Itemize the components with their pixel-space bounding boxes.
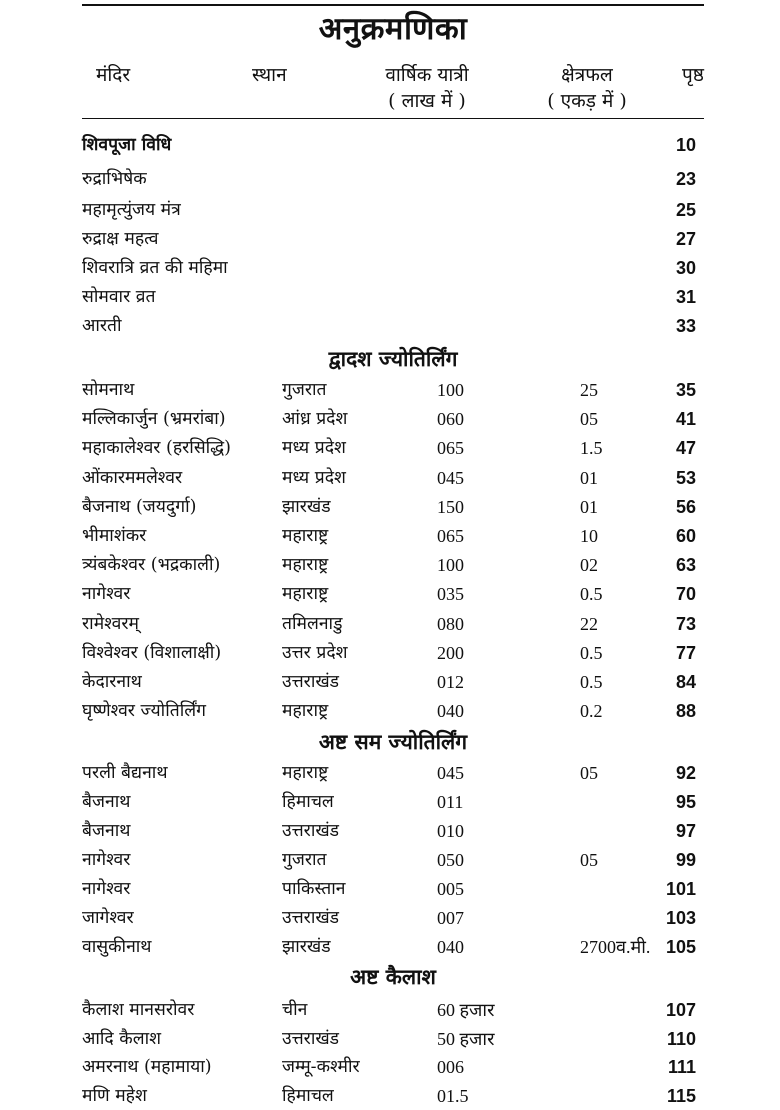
temple-name: नागेश्वर [82,584,131,605]
temple-name: सोमनाथ [82,380,135,400]
area-acres: 1.5 [580,438,603,459]
annual-visitors: 100 [437,555,464,576]
page-number: 105 [665,937,696,957]
temple-name: नागेश्वर [82,850,131,870]
temple-location: आंध्र प्रदेश [282,409,348,430]
entry-title: रुद्राक्ष महत्व [82,229,159,249]
page-number: 10 [675,135,696,155]
temple-name: जागेश्वर [82,908,134,928]
table-row [82,817,704,845]
table-row [82,846,704,874]
area-acres: 01 [580,467,598,488]
annual-visitors: 012 [437,672,464,692]
page-number: 84 [675,672,696,692]
area-acres: 25 [580,380,598,400]
page-number: 25 [675,200,696,220]
area-acres: 05 [580,850,598,870]
table-row [82,996,704,1024]
page-number: 70 [675,584,696,605]
temple-name: मल्लिकार्जुन (भ्रमरांबा) [82,409,226,430]
table-row [82,933,704,961]
page-number: 111 [667,1057,696,1077]
column-header-kshetra [522,62,652,114]
temple-location: झारखंड [282,937,331,957]
temple-name: अमरनाथ (महामाया) [82,1057,212,1077]
annual-visitors: 040 [437,937,464,957]
area-acres: 02 [580,555,598,576]
page-number: 60 [675,526,696,546]
temple-location: गुजरात [282,380,327,400]
page-number: 88 [675,701,696,722]
temple-name: घृष्णेश्वर ज्योतिर्लिंग [82,701,206,722]
entry-title: शिवपूजा विधि [82,135,172,155]
page-number: 63 [675,555,696,576]
annual-visitors: 011 [437,792,464,812]
temple-location: उत्तराखंड [282,1028,340,1049]
table-row [82,1053,704,1081]
table-row [82,904,704,932]
table-row [82,788,704,816]
annual-visitors: 60 हजार [437,1000,495,1020]
section-heading: द्वादश ज्योतिर्लिंग [328,346,458,371]
temple-location: महाराष्ट्र [282,763,329,783]
page-number: 73 [675,613,696,634]
table-row [82,376,704,404]
top-rule [82,4,704,6]
entry-title: आरती [82,316,122,336]
toc-row-intro [82,131,704,159]
toc-row-intro [82,254,704,282]
temple-name: ओंकारममलेश्वर [82,467,183,488]
header-rule [82,118,704,119]
table-row [82,697,704,725]
annual-visitors: 060 [437,409,464,430]
table-row [82,580,704,608]
table-row [82,551,704,579]
temple-name: विश्वेश्वर (विशालाक्षी) [82,642,222,663]
column-header-mandir: मंदिर [96,64,131,86]
temple-location: पाकिस्तान [282,879,346,899]
annual-visitors: 065 [437,526,464,546]
table-row [82,522,704,550]
column-header-prishth: पृष्ठ [682,64,704,86]
annual-visitors: 040 [437,701,464,722]
annual-visitors: 006 [437,1057,464,1077]
temple-location: झारखंड [282,496,331,517]
annual-visitors: 01.5 [437,1085,469,1106]
page-number: 97 [675,821,696,841]
temple-name: नागेश्वर [82,879,131,899]
toc-row-intro [82,165,704,193]
entry-title: शिवरात्रि व्रत की महिमा [82,258,228,278]
toc-row-intro [82,225,704,253]
temple-location: महाराष्ट्र [282,555,329,576]
entry-title: रुद्राभिषेक [82,169,147,189]
index-page [82,0,704,1108]
temple-location: हिमाचल [282,1085,334,1106]
temple-name: कैलाश मानसरोवर [82,1000,195,1020]
annual-visitors: 045 [437,763,464,783]
page-number: 110 [666,1028,696,1049]
page-number: 103 [665,908,696,928]
temple-name: परली बैद्यनाथ [82,763,168,783]
temple-location: उत्तराखंड [282,821,340,841]
page-number: 101 [665,879,696,899]
page-number: 31 [675,287,696,307]
table-row [82,668,704,696]
page-number: 107 [665,1000,696,1020]
page-number: 47 [675,438,696,459]
annual-visitors: 065 [437,438,464,459]
temple-name: त्र्यंबकेश्वर (भद्रकाली) [82,555,221,576]
toc-row-intro [82,196,704,224]
temple-name: मणि महेश [82,1085,147,1106]
temple-name: बैजनाथ [82,821,131,841]
temple-location: जम्मू-कश्मीर [282,1057,360,1077]
temple-location: चीन [282,1000,308,1020]
temple-location: महाराष्ट्र [282,701,329,722]
temple-name: भीमाशंकर [82,526,147,546]
annual-visitors: 045 [437,467,464,488]
page-number: 33 [675,316,696,336]
temple-name: केदारनाथ [82,672,142,692]
annual-visitors: 100 [437,380,464,400]
page-number: 27 [675,229,696,249]
toc-row-intro [82,283,704,311]
annual-visitors: 005 [437,879,464,899]
page-number: 115 [666,1085,696,1106]
table-row [82,1025,704,1053]
table-row [82,405,704,433]
column-header-kshetra-unit: ( एकड़ में ) [547,90,627,112]
temple-location: महाराष्ट्र [282,526,329,546]
annual-visitors: 50 हजार [437,1028,495,1049]
page-number: 35 [675,380,696,400]
table-row [82,639,704,667]
section-heading: अष्ट कैलाश [350,964,436,989]
page-number: 56 [675,496,696,517]
temple-location: गुजरात [282,850,327,870]
area-acres: 0.5 [580,584,603,605]
table-row [82,434,704,462]
temple-location: मध्य प्रदेश [282,438,346,459]
annual-visitors: 010 [437,821,464,841]
annual-visitors: 150 [437,496,464,517]
column-header-yatri [352,62,502,114]
page-number: 41 [675,409,696,430]
section-heading: अष्ट सम ज्योतिर्लिंग [318,729,468,754]
area-acres: 05 [580,409,598,430]
area-acres: 01 [580,496,598,517]
page-number: 77 [675,642,696,663]
page-number: 99 [675,850,696,870]
temple-location: हिमाचल [282,792,334,812]
annual-visitors: 035 [437,584,464,605]
area-acres: 22 [580,613,598,634]
area-acres: 10 [580,526,598,546]
area-acres: 05 [580,763,598,783]
temple-location: मध्य प्रदेश [282,467,346,488]
page-number: 53 [675,467,696,488]
column-header-sthan: स्थान [252,64,287,86]
temple-name: आदि कैलाश [82,1028,162,1049]
annual-visitors: 007 [437,908,464,928]
entry-title: सोमवार व्रत [82,287,156,307]
table-row [82,493,704,521]
area-acres: 2700व.मी. [580,937,651,957]
annual-visitors: 080 [437,613,464,634]
table-row [82,610,704,638]
temple-location: उत्तर प्रदेश [282,642,348,663]
temple-name: रामेश्वरम् [82,613,139,634]
temple-location: उत्तराखंड [282,908,340,928]
page-number: 95 [675,792,696,812]
toc-row-intro [82,312,704,340]
page-number: 23 [675,169,696,189]
temple-name: बैजनाथ [82,792,131,812]
area-acres: 0.2 [580,701,603,722]
table-row [82,759,704,787]
page-title: अनुक्रमणिका [318,11,468,47]
table-row [82,464,704,492]
temple-name: महाकालेश्वर (हरसिद्धि) [82,438,231,459]
entry-title: महामृत्युंजय मंत्र [82,200,181,220]
temple-location: उत्तराखंड [282,672,340,692]
column-header-kshetra-label: क्षेत्रफल [561,64,613,86]
annual-visitors: 200 [437,642,464,663]
temple-location: महाराष्ट्र [282,584,329,605]
table-row [82,875,704,903]
page-number: 30 [675,258,696,278]
temple-name: बैजनाथ (जयदुर्गा) [82,496,197,517]
temple-location: तमिलनाडु [282,613,343,634]
page-number: 92 [675,763,696,783]
area-acres: 0.5 [580,672,603,692]
table-row [82,1082,704,1110]
area-acres: 0.5 [580,642,603,663]
annual-visitors: 050 [437,850,464,870]
column-header-yatri-label: वार्षिक यात्री [385,64,469,86]
column-header-yatri-unit: ( लाख में ) [388,90,466,112]
temple-name: वासुकीनाथ [82,937,152,957]
